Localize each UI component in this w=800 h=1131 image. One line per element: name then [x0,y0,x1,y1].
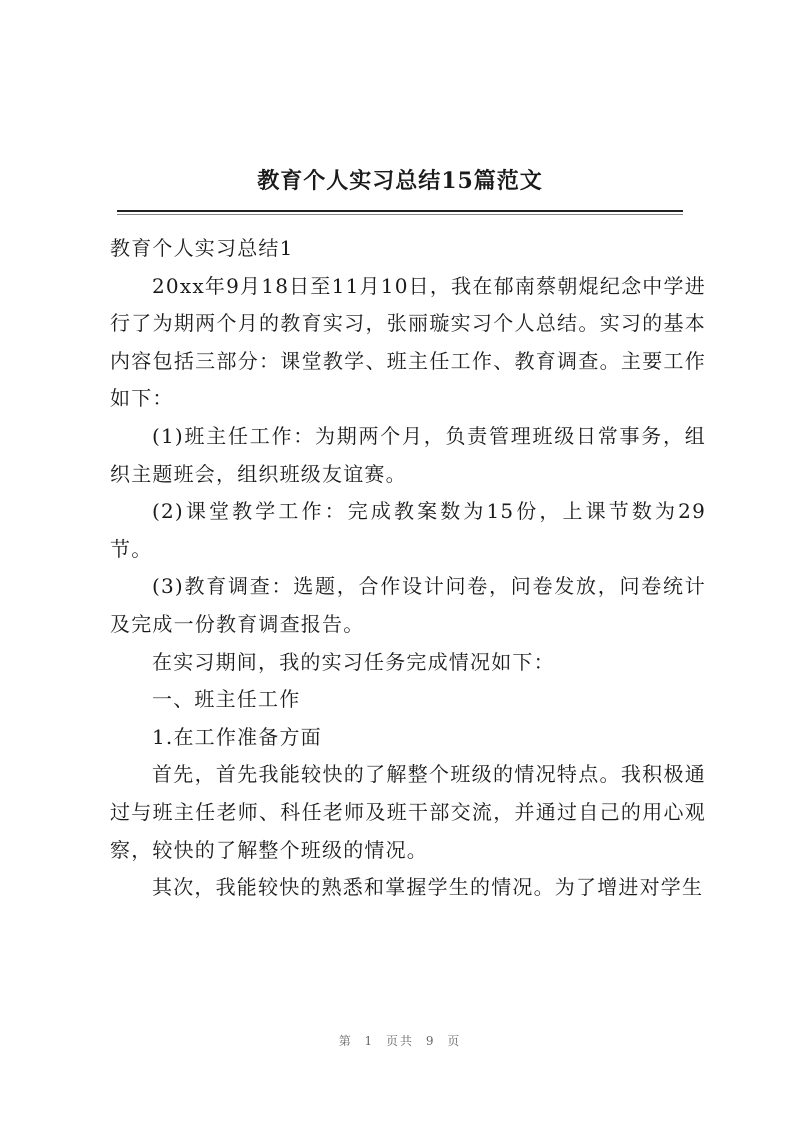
paragraph-item-1: (1)班主任工作：为期两个月，负责管理班级日常事务，组织主题班会，组织班级友谊赛。 [110,423,706,486]
document-body [110,230,706,907]
paragraph-first: 首先，首先我能较快的了解整个班级的情况特点。我积极通过与班主任老师、科任老师及班干部交流，并通过自己的用心观察，较快的了解整个班级的情况。 [110,762,706,862]
section-heading: 教育个人实习总结1 [110,236,294,260]
document-title: 教育个人实习总结15篇范文 [257,168,543,194]
page-number: 第 1 页共 9 页 [338,1034,462,1048]
subheading-preparation: 1.在工作准备方面 [152,724,322,749]
subheading-class-teacher-work: 一、班主任工作 [152,687,301,712]
paragraph-item-3: (3)教育调查：选题，合作设计问卷，问卷发放，问卷统计及完成一份教育调查报告。 [110,574,706,636]
title-divider [117,210,683,212]
title-divider-thin [117,214,683,215]
paragraph-intro: 20xx年9月18日至11月10日，我在郁南蔡朝焜纪念中学进行了为期两个月的教育实习，张丽璇实习个人总结。实习的基本内容包括三部分：课堂教学、班主任工作、教育调查。主要工作如下： [110,273,706,411]
paragraph-summary-intro: 在实习期间，我的实习任务完成情况如下： [152,649,555,674]
paragraph-second: 其次，我能较快的熟悉和掌握学生的情况。为了增进对学生 [152,875,704,900]
paragraph-item-2: (2)课堂教学工作：完成教案数为15份，上课节数为29节。 [110,499,706,561]
